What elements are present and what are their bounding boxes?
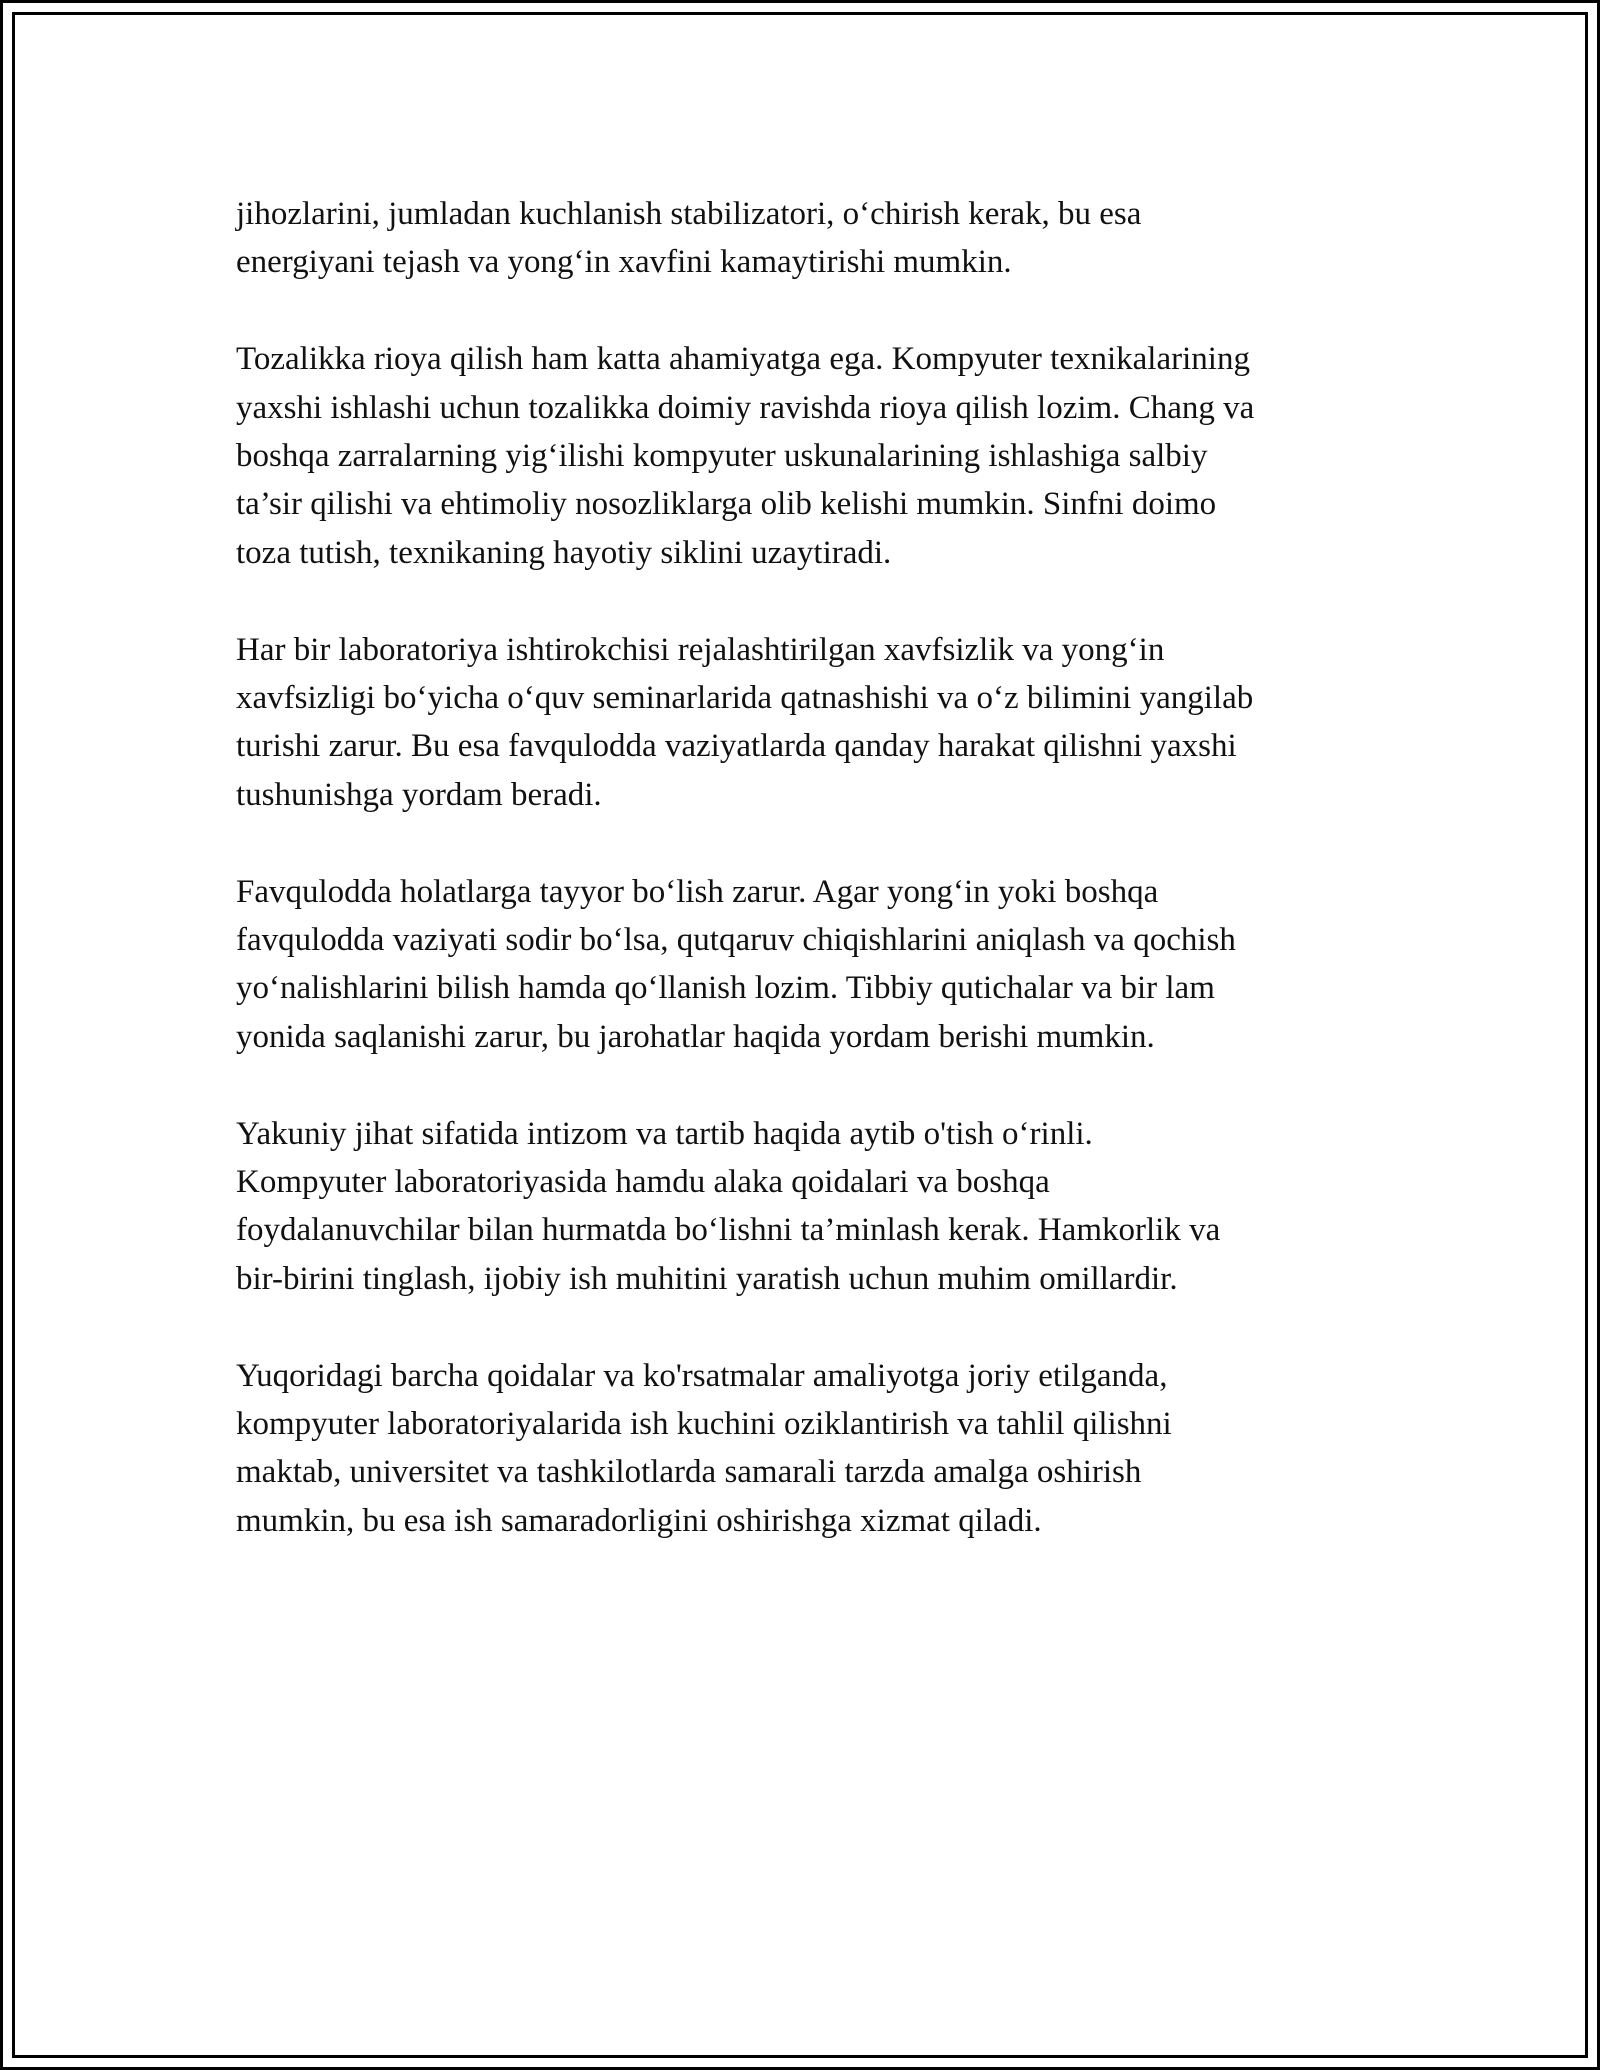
text-line: Yakuniy jihat sifatida intizom va tartib haqida aytib o'tish o‘rinli.: [236, 1115, 1093, 1152]
text-line: xavfsizligi bo‘yicha o‘quv seminarlarida qatnashishi va o‘z bilimini yangilab: [236, 680, 1254, 717]
text-line: ta’sir qilishi va ehtimoliy nosozliklarga olib kelishi mumkin. Sinfni doimo: [236, 486, 1217, 523]
paragraph-emergency: [236, 868, 1376, 1062]
text-line: yo‘nalishlarini bilish hamda qo‘llanish lozim. Tibbiy qutichalar va bir lam: [236, 970, 1215, 1007]
text-line: Favqulodda holatlarga tayyor bo‘lish zarur. Agar yong‘in yoki boshqa: [236, 873, 1159, 910]
text-line: yonida saqlanishi zarur, bu jarohatlar haqida yordam berishi mumkin.: [236, 1018, 1155, 1055]
text-line: favqulodda vaziyati sodir bo‘lsa, qutqaruv chiqishlarini aniqlash va qochish: [236, 922, 1236, 959]
text-line: foydalanuvchilar bilan hurmatda bo‘lishni ta’minlash kerak. Hamkorlik va: [236, 1212, 1221, 1249]
paragraph-conclusion: [236, 1352, 1376, 1546]
document-body: [236, 190, 1376, 1594]
text-line: Kompyuter laboratoriyasida hamdu alaka qoidalari va boshqa: [236, 1164, 1050, 1201]
text-line: maktab, universitet va tashkilotlarda samarali tarzda amalga oshirish: [236, 1454, 1142, 1491]
text-line: toza tutish, texnikaning hayotiy siklini uzaytiradi.: [236, 534, 892, 571]
paragraph-training: [236, 626, 1376, 820]
text-line: Yuqoridagi barcha qoidalar va ko'rsatmalar amaliyotga joriy etilganda,: [236, 1357, 1168, 1394]
text-line: yaxshi ishlashi uchun tozalikka doimiy ravishda rioya qilish lozim. Chang va: [236, 389, 1255, 426]
text-line: turishi zarur. Bu esa favqulodda vaziyatlarda qanday harakat qilishni yaxshi: [236, 728, 1237, 765]
text-line: jihozlarini, jumladan kuchlanish stabilizatori, o‘chirish kerak, bu esa: [236, 196, 1142, 232]
paragraph-cleanliness: [236, 335, 1376, 577]
text-line: Har bir laboratoriya ishtirokchisi rejalashtirilgan xavfsizlik va yong‘in: [236, 631, 1165, 668]
text-line: Tozalikka rioya qilish ham katta ahamiyatga ega. Kompyuter texnikalarining: [236, 341, 1250, 378]
text-line: kompyuter laboratoriyalarida ish kuchini oziklantirish va tahlil qilishni: [236, 1406, 1172, 1443]
text-line: boshqa zarralarning yig‘ilishi kompyuter uskunalarining ishlashiga salbiy: [236, 438, 1208, 475]
text-line: bir-birini tinglash, ijobiy ish muhitini yaratish uchun muhim omillardir.: [236, 1260, 1178, 1297]
paragraph-discipline: [236, 1110, 1376, 1304]
text-line: mumkin, bu esa ish samaradorligini oshirishga xizmat qiladi.: [236, 1502, 1042, 1539]
text-line: tushunishga yordam beradi.: [236, 776, 602, 813]
text-line: energiyani tejash va yong‘in xavfini kamaytirishi mumkin.: [236, 244, 1012, 281]
paragraph-power-off: [236, 190, 1376, 287]
